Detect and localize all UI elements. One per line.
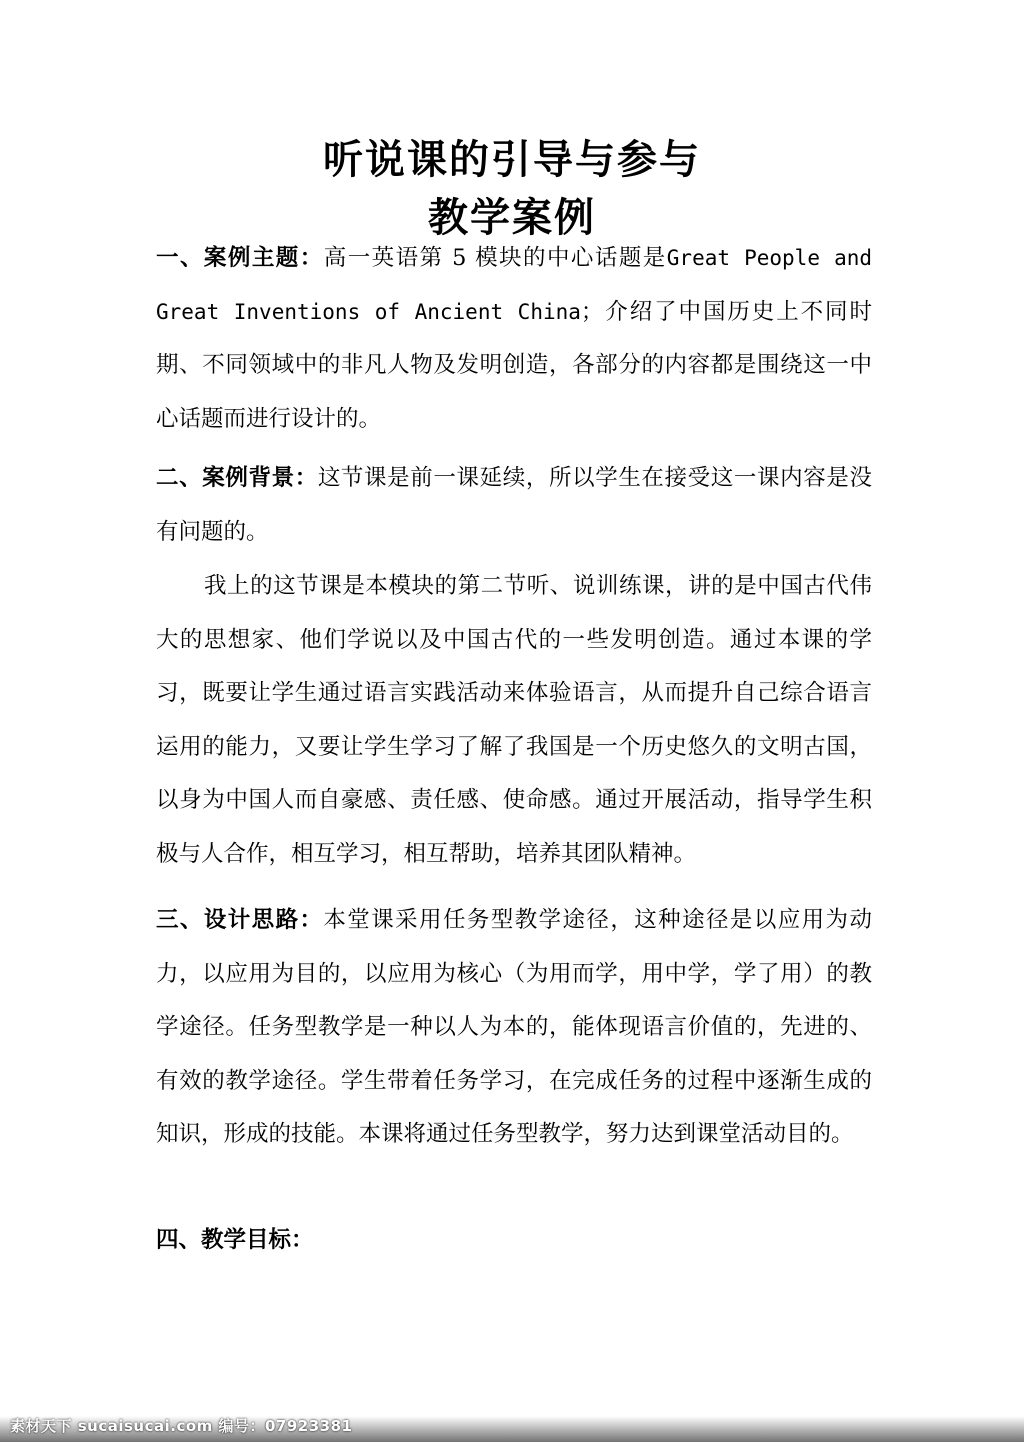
section-case-background (156, 452, 872, 559)
document-subtitle: 教学案例 (428, 195, 596, 241)
paragraph-latin-text: Great People and Great Inventions of Ancient China (156, 246, 872, 324)
watermark-text: 素材天下 sucaisucai.com 编号：07923381 (10, 1417, 353, 1435)
section-heading: 四、教学目标： (156, 1227, 314, 1253)
paragraph-text: 本堂课采用任务型教学途径，这种途径是以应用为动力，以应用为目的，以应用为核心（为用而学，用中学，学了用）的教学途径。任务型教学是一种以人为本的，能体现语言价值的，先进的、有效的教学途径。学生带着任务学习，在完成任务的过程中逐渐生成的知识，形成的技能。本课将通过任务型教学，努力达到课堂活动目的。 (156, 907, 872, 1147)
paragraph-text: 高一英语第 5 模块的中心话题是 (323, 245, 667, 271)
paragraph-text: 这节课是前一课延续，所以学生在接受这一课内容是没有问题的。 (156, 465, 872, 545)
section-heading: 二、案例背景： (156, 465, 318, 491)
section-heading: 三、设计思路： (156, 907, 324, 933)
watermark-bar (0, 1416, 1024, 1442)
section-case-theme (156, 232, 872, 446)
section-teaching-goals (156, 1214, 872, 1268)
section-heading: 一、案例主题： (156, 245, 324, 271)
paragraph-lesson-description: 我上的这节课是本模块的第二节听、说训练课，讲的是中国古代伟大的思想家、他们学说以及中国古代的一些发明创造。通过本课的学习，既要让学生通过语言实践活动来体验语言，从而提升自己综合语言运用的能力，又要让学生学习了解了我国是一个历史悠久的文明古国，以身为中国人而自豪感、责任感、使命感。通过开展活动，指导学生积极与人合作，相互学习，相互帮助，培养其团队精神。 (156, 573, 872, 867)
section-design-ideas (156, 894, 872, 1162)
paragraph-text: ；介绍了中国历史上不同时期、不同领域中的非凡人物及发明创造，各部分的内容都是围绕这一中心话题而进行设计的。 (156, 298, 872, 432)
document-title: 听说课的引导与参与 (323, 137, 701, 183)
